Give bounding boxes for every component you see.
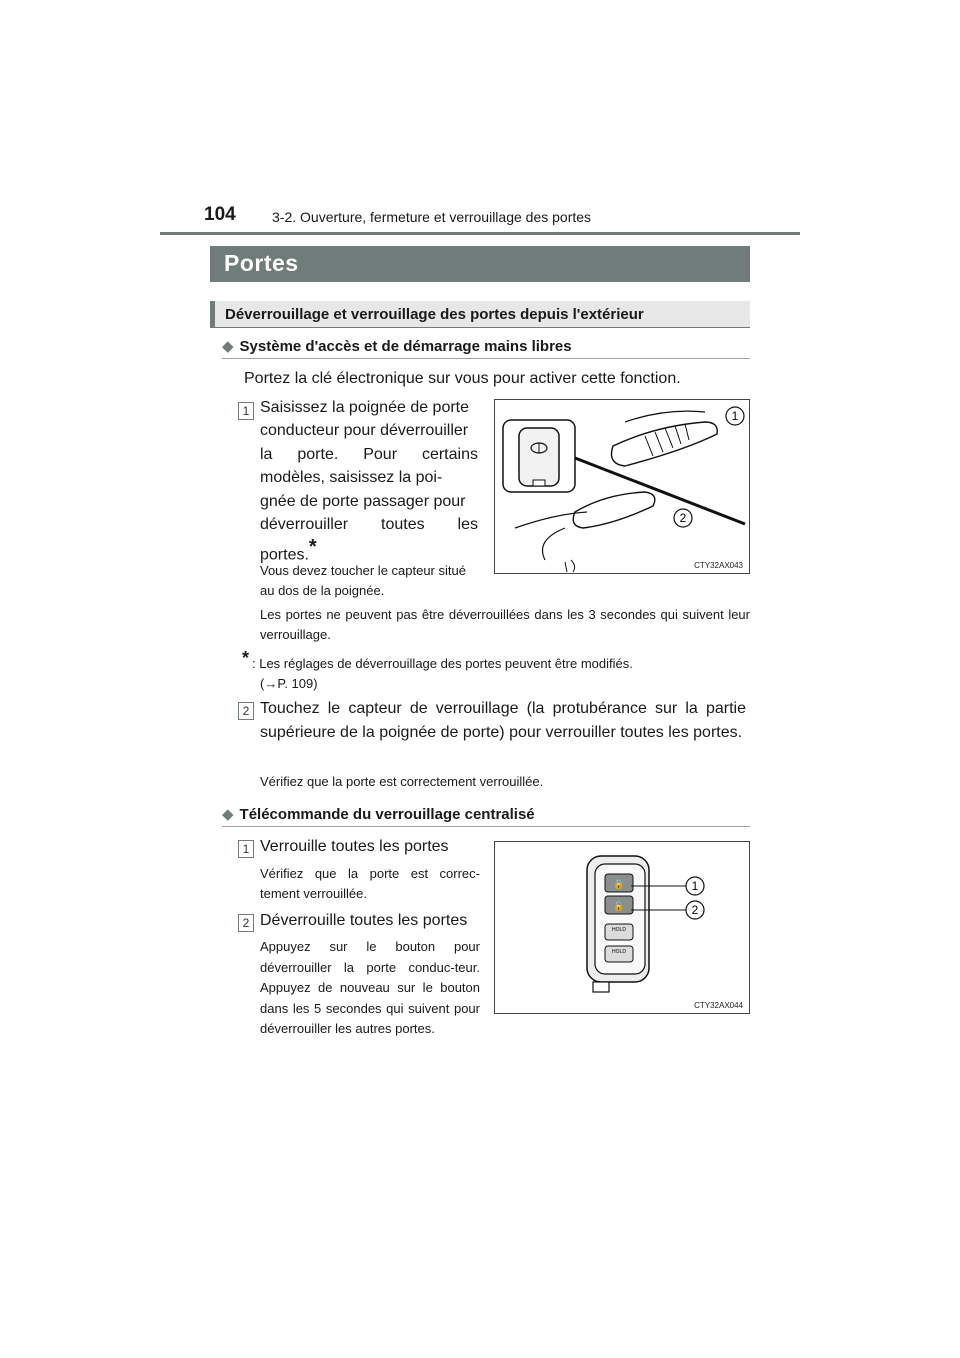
step1-line-part: porte. <box>297 445 339 463</box>
section2-step2-note: Appuyez sur le bouton pour déverrouiller la porte conduc-teur. Appuyez de nouveau sur le bouton dans les 5 secondes qui suivent pour déverrouiller les autres portes. <box>260 939 480 1036</box>
section2-step2-text: Déverrouille toutes les portes <box>260 912 468 929</box>
page-title-bar <box>210 246 750 282</box>
step1-line: modèles, saisissez la poi- <box>260 469 443 487</box>
page-number: 104 <box>204 204 236 225</box>
step1-line <box>260 443 478 466</box>
subsection-title: Déverrouillage et verrouillage des portes depuis l'extérieur <box>225 306 644 323</box>
svg-text:🔒: 🔒 <box>613 879 625 889</box>
hold-label-1: HOLD <box>612 927 626 933</box>
section1-step1-note: Vous devez toucher le capteur situé au dos de la poignée. <box>260 563 466 598</box>
figure-code: CTY32AX044 <box>694 1001 743 1010</box>
step1-line-part: déverrouiller <box>260 516 349 534</box>
step1-line-part: Pour <box>363 445 398 463</box>
section2-rule <box>222 826 750 827</box>
figure-key-fob <box>494 841 750 1014</box>
page-title: Portes <box>224 250 299 276</box>
subsection-bar <box>210 301 750 328</box>
diamond-icon: ◆ <box>222 338 234 355</box>
callout-1: 1 <box>731 409 739 423</box>
footnote-asterisk: * <box>242 648 250 668</box>
section2-step1-text: Verrouille toutes les portes <box>260 838 449 855</box>
figure-door-handle <box>494 399 750 574</box>
hold-label-2: HOLD <box>612 949 626 955</box>
key-fob-illustration <box>495 842 749 1013</box>
header-rule <box>160 232 800 235</box>
step1-line-part: certains <box>421 445 478 463</box>
section1-intro: Portez la clé électronique sur vous pour activer cette fonction. <box>244 370 681 387</box>
step-number-badge: 2 <box>238 914 254 932</box>
step1-line: conducteur pour déverrouiller <box>260 422 469 440</box>
callout-1: 1 <box>691 879 699 893</box>
callout-2: 2 <box>679 511 687 525</box>
step1-line <box>260 513 478 536</box>
callout-2: 2 <box>691 903 699 917</box>
step1-line-part: les <box>457 516 478 534</box>
footnote-ref: (→P. 109) <box>260 676 318 691</box>
step-number-badge: 1 <box>238 402 254 420</box>
step-number-badge: 2 <box>238 702 254 720</box>
section1-step1-note2: Les portes ne peuvent pas être déverrouillées dans les 3 secondes qui suivent leur verrouillage. <box>260 607 750 642</box>
step1-line: Saisissez la poignée de porte <box>260 399 470 416</box>
door-handle-illustration <box>495 400 749 573</box>
step1-line-part: toutes <box>381 516 425 534</box>
diamond-icon: ◆ <box>222 806 234 823</box>
section1-heading <box>222 337 572 355</box>
section1-step2-note: Vérifiez que la porte est correctement verrouillée. <box>260 774 544 789</box>
step-number-badge: 1 <box>238 840 254 858</box>
section2-heading <box>222 805 535 823</box>
step1-line: gnée de porte passager pour <box>260 492 466 510</box>
section1-step1-text <box>260 396 478 567</box>
section1-step2-text: Touchez le capteur de verrouillage (la protubérance sur la partie supérieure de la poignée de porte) pour verrouiller toutes les portes. <box>260 700 746 741</box>
svg-text:🔓: 🔓 <box>613 901 625 911</box>
asterisk-mark: * <box>308 536 317 559</box>
section1-heading-text: Système d'accès et de démarrage mains libres <box>239 338 572 355</box>
section2-step1-note: Vérifiez que la porte est correc-tement verrouillée. <box>260 866 480 901</box>
footnote-text: : Les réglages de déverrouillage des portes peuvent être modifiés. <box>252 656 633 671</box>
step1-line-part: la <box>260 445 273 463</box>
section1-rule <box>222 358 750 359</box>
step1-last-word: portes. <box>260 546 309 564</box>
chapter-title: 3-2. Ouverture, fermeture et verrouillage des portes <box>272 209 592 225</box>
section2-heading-text: Télécommande du verrouillage centralisé <box>239 806 535 823</box>
figure-code: CTY32AX043 <box>694 561 743 570</box>
